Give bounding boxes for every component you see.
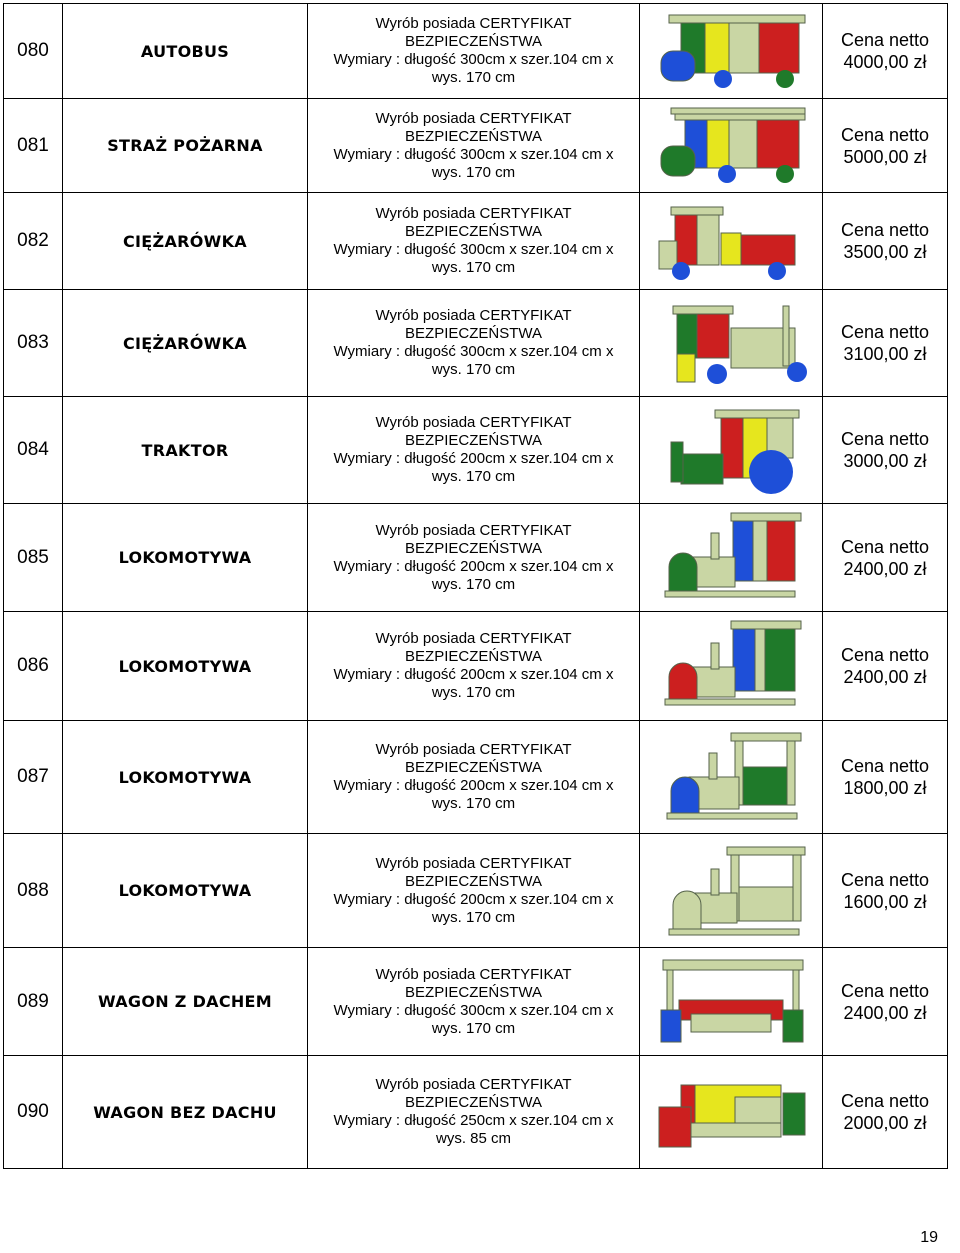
certificate-text: Wyrób posiada CERTYFIKAT [375,630,572,647]
price-value: 3000,00 zł [843,451,927,471]
truck-playground-icon [640,290,823,397]
product-table [3,3,948,1169]
product-code: 082 [4,193,63,290]
price-value: 3100,00 zł [843,344,927,364]
price-label: Cena netto [840,322,930,342]
dimensions-text: Wymiary : długość 200cm x szer.104 cm x [333,890,614,908]
certificate-text: Wyrób posiada CERTYFIKAT [375,854,572,872]
product-code: 081 [4,99,63,193]
dimensions-text: Wymiary : długość 200cm x szer.104 cm x [333,666,614,683]
price-value: 2400,00 zł [843,667,927,687]
dimensions-text: Wymiary : długość 200cm x szer.104 cm x [333,777,614,794]
safety-text: BEZPIECZEŃSTWA [405,33,542,50]
safety-text: BEZPIECZEŃSTWA [405,432,542,449]
fire-truck-playground-icon [640,99,823,193]
safety-text: BEZPIECZEŃSTWA [405,539,542,557]
height-text: wys. 170 cm [431,1019,516,1037]
price-value: 2000,00 zł [843,1113,927,1133]
product-name: CIĘŻARÓWKA [63,193,308,290]
table-row [4,948,948,1056]
price-cell [823,834,948,948]
price-label: Cena netto [840,756,930,776]
certificate-text: Wyrób posiada CERTYFIKAT [375,15,572,32]
price-cell [823,193,948,290]
safety-text: BEZPIECZEŃSTWA [405,1094,542,1111]
certificate-text: Wyrób posiada CERTYFIKAT [375,741,572,758]
locomotive-playground-icon [640,504,823,612]
price-label: Cena netto [840,536,930,557]
product-description [308,99,640,193]
product-description [308,721,640,834]
certificate-text: Wyrób posiada CERTYFIKAT [375,1076,572,1093]
price-cell [823,612,948,721]
table-row [4,290,948,397]
height-text: wys. 170 cm [431,361,516,378]
product-name: CIĘŻARÓWKA [63,290,308,397]
page-number: 19 [920,1229,938,1246]
safety-text: BEZPIECZEŃSTWA [405,983,542,1001]
table-row [4,193,948,290]
safety-text: BEZPIECZEŃSTWA [405,127,542,145]
safety-text: BEZPIECZEŃSTWA [405,648,542,665]
product-description [308,1056,640,1169]
safety-text: BEZPIECZEŃSTWA [405,872,542,890]
product-name: LOKOMOTYWA [63,721,308,834]
open-wagon-playground-icon [640,1056,823,1169]
price-value: 5000,00 zł [843,146,927,167]
price-cell [823,1056,948,1169]
product-description [308,397,640,504]
table-row [4,834,948,948]
price-label: Cena netto [840,429,930,449]
product-code: 084 [4,397,63,504]
price-label: Cena netto [840,124,930,145]
dimensions-text: Wymiary : długość 300cm x szer.104 cm x [333,145,614,163]
dimensions-text: Wymiary : długość 300cm x szer.104 cm x [333,51,614,68]
dimensions-text: Wymiary : długość 250cm x szer.104 cm x [333,1112,614,1129]
price-value: 3500,00 zł [843,242,927,262]
bus-playground-icon [640,4,823,99]
price-value: 1600,00 zł [843,891,927,912]
product-name: WAGON Z DACHEM [63,948,308,1056]
table-row [4,99,948,193]
dimensions-text: Wymiary : długość 200cm x szer.104 cm x [333,450,614,467]
height-text: wys. 170 cm [431,163,516,181]
table-row [4,4,948,99]
product-code: 087 [4,721,63,834]
tractor-playground-icon [640,397,823,504]
price-cell [823,721,948,834]
safety-text: BEZPIECZEŃSTWA [405,223,542,240]
product-name: TRAKTOR [63,397,308,504]
product-code: 083 [4,290,63,397]
dimensions-text: Wymiary : długość 300cm x szer.104 cm x [333,1001,614,1019]
product-description [308,948,640,1056]
table-row [4,397,948,504]
product-name: AUTOBUS [63,4,308,99]
product-code: 085 [4,504,63,612]
product-name: LOKOMOTYWA [63,504,308,612]
product-description [308,193,640,290]
price-value: 1800,00 zł [843,778,927,798]
price-label: Cena netto [840,30,930,50]
certificate-text: Wyrób posiada CERTYFIKAT [375,965,572,983]
product-code: 089 [4,948,63,1056]
height-text: wys. 170 cm [431,795,516,812]
price-cell [823,4,948,99]
locomotive-playground-icon [640,721,823,834]
product-description [308,504,640,612]
price-cell [823,504,948,612]
product-name: WAGON BEZ DACHU [63,1056,308,1169]
roofed-wagon-playground-icon [640,948,823,1056]
product-name: STRAŻ POŻARNA [63,99,308,193]
dimensions-text: Wymiary : długość 200cm x szer.104 cm x [333,557,614,575]
height-text: wys. 170 cm [431,259,516,276]
price-label: Cena netto [840,220,930,240]
certificate-text: Wyrób posiada CERTYFIKAT [375,521,572,539]
price-cell [823,99,948,193]
product-code: 086 [4,612,63,721]
product-description [308,612,640,721]
price-label: Cena netto [840,980,930,1001]
price-label: Cena netto [840,869,930,890]
height-text: wys. 170 cm [431,468,516,485]
product-name: LOKOMOTYWA [63,612,308,721]
table-row [4,504,948,612]
product-name: LOKOMOTYWA [63,834,308,948]
height-text: wys. 170 cm [431,575,516,593]
price-cell [823,397,948,504]
price-cell [823,290,948,397]
product-code: 090 [4,1056,63,1169]
product-code: 088 [4,834,63,948]
height-text: wys. 170 cm [431,69,516,86]
certificate-text: Wyrób posiada CERTYFIKAT [375,307,572,324]
truck-playground-icon [640,193,823,290]
table-row [4,612,948,721]
price-label: Cena netto [840,645,930,665]
locomotive-playground-icon [640,834,823,948]
certificate-text: Wyrób posiada CERTYFIKAT [375,205,572,222]
product-code: 080 [4,4,63,99]
certificate-text: Wyrób posiada CERTYFIKAT [375,109,572,127]
table-row [4,721,948,834]
safety-text: BEZPIECZEŃSTWA [405,759,542,776]
height-text: wys. 85 cm [435,1130,511,1147]
dimensions-text: Wymiary : długość 300cm x szer.104 cm x [333,241,614,258]
dimensions-text: Wymiary : długość 300cm x szer.104 cm x [333,343,614,360]
price-label: Cena netto [840,1091,930,1111]
locomotive-playground-icon [640,612,823,721]
table-row [4,1056,948,1169]
price-value: 2400,00 zł [843,1002,927,1023]
product-description [308,834,640,948]
price-cell [823,948,948,1056]
safety-text: BEZPIECZEŃSTWA [405,325,542,342]
height-text: wys. 170 cm [431,684,516,701]
price-value: 4000,00 zł [843,52,927,72]
price-value: 2400,00 zł [843,558,927,579]
certificate-text: Wyrób posiada CERTYFIKAT [375,414,572,431]
product-description [308,4,640,99]
product-description [308,290,640,397]
height-text: wys. 170 cm [431,908,516,926]
